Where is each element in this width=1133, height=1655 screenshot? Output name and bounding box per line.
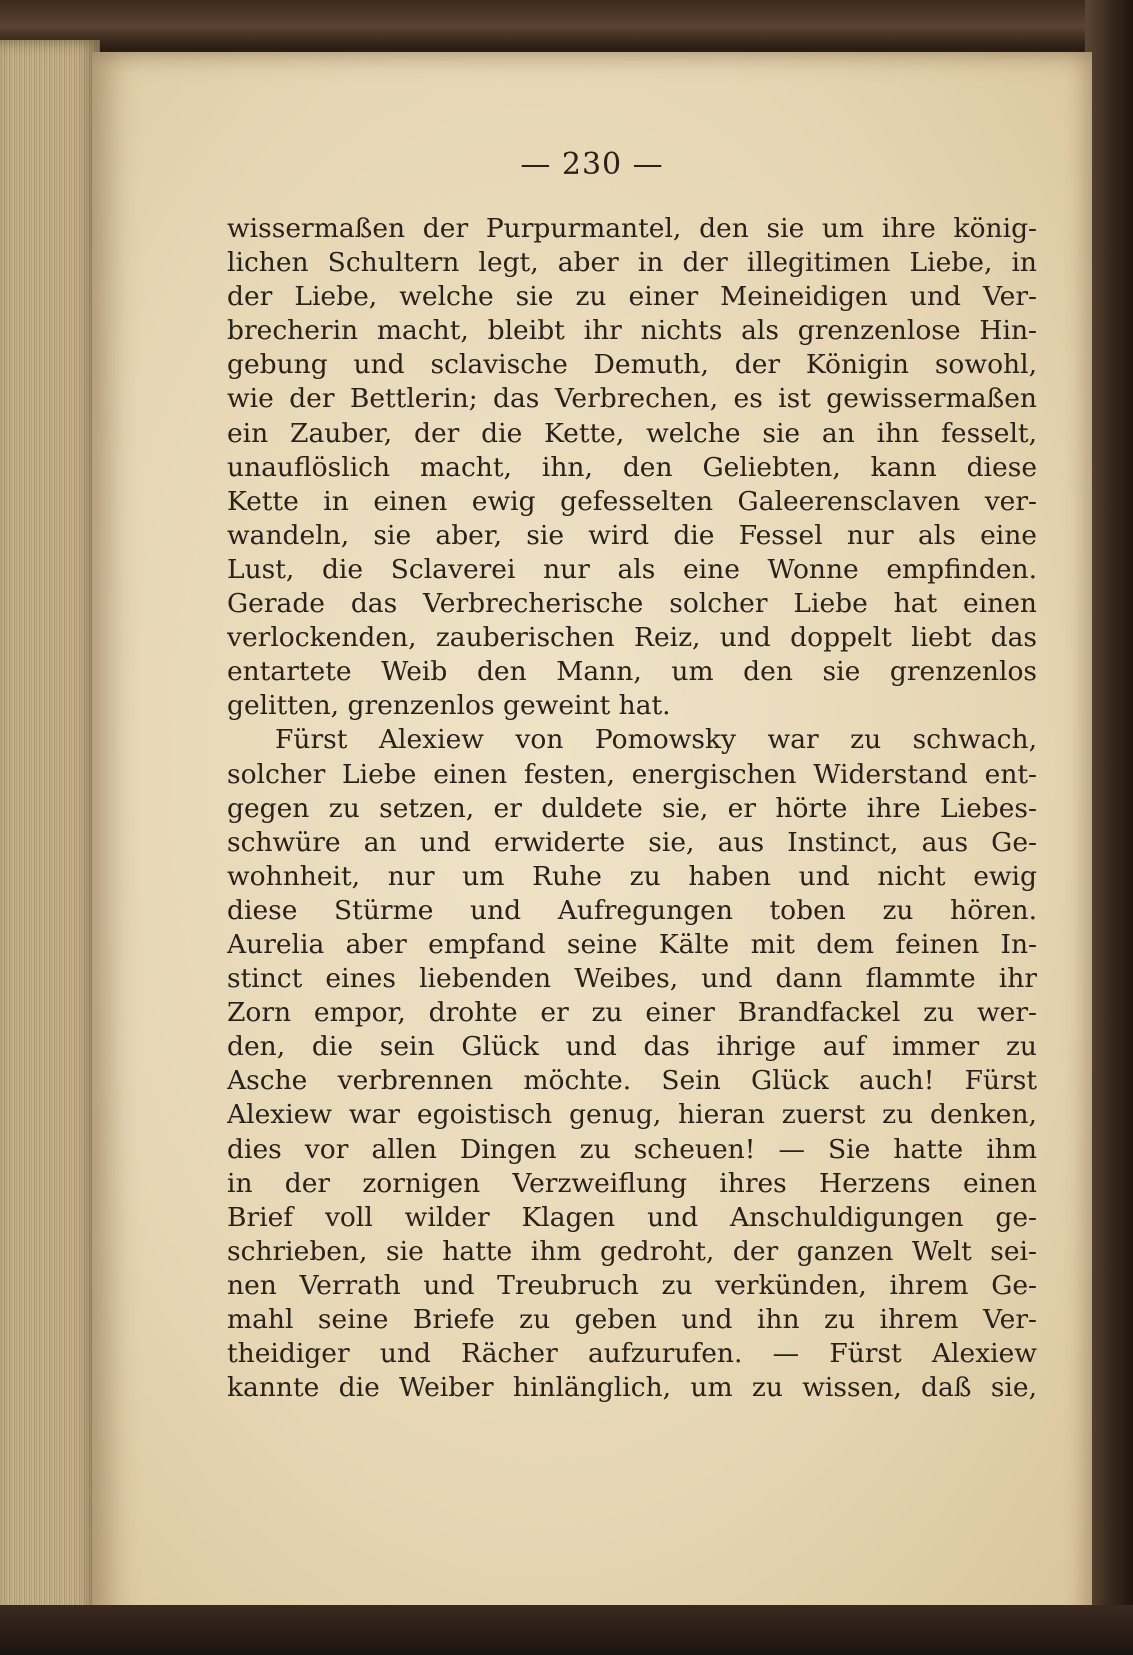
text-line: in der zornigen Verzweiflung ihres Herzens einen [227, 1167, 1037, 1199]
text-line: Kette in einen ewig gefesselten Galeerensclaven ver- [227, 485, 1037, 517]
text-line: brecherin macht, bleibt ihr nichts als grenzenlose Hin- [227, 315, 1037, 347]
text-line: Alexiew war egoistisch genug, hieran zuerst zu denken, [227, 1099, 1037, 1131]
text-line: solcher Liebe einen festen, energischen Widerstand ent- [227, 758, 1037, 790]
text-line: unauflöslich macht, ihn, den Geliebten, kann diese [227, 451, 1037, 483]
body-text [227, 212, 1037, 1405]
text-line: nen Verrath und Treubruch zu verkünden, ihrem Ge- [227, 1269, 1037, 1301]
paragraph-2 [227, 723, 1037, 1405]
page-number: — 230 — [520, 147, 664, 182]
text-line: verlockenden, zauberischen Reiz, und doppelt liebt das [227, 622, 1037, 654]
text-line: Gerade das Verbrecherische solcher Liebe hat einen [227, 588, 1037, 620]
text-line: gelitten, grenzenlos geweint hat. [227, 690, 671, 722]
text-line: kannte die Weiber hinlänglich, um zu wissen, daß sie, [227, 1372, 1037, 1404]
text-line: stinct eines liebenden Weibes, und dann flammte ihr [227, 963, 1037, 995]
text-line: Fürst Alexiew von Pomowsky war zu schwach, [275, 724, 1037, 756]
book-bottom-edge [0, 1605, 1133, 1655]
text-line: Zorn empor, drohte er zu einer Brandfackel zu wer- [227, 997, 1037, 1029]
text-line: wohnheit, nur um Ruhe zu haben und nicht ewig [227, 860, 1037, 892]
book-cover-top [0, 0, 1133, 48]
text-line: ein Zauber, der die Kette, welche sie an ihn fesselt, [227, 417, 1037, 449]
text-line: dies vor allen Dingen zu scheuen! — Sie hatte ihm [227, 1133, 1037, 1165]
text-line: Aurelia aber empfand seine Kälte mit dem feinen In- [227, 928, 1037, 960]
text-line: Asche verbrennen möchte. Sein Glück auch! Fürst [227, 1065, 1037, 1097]
text-line: gegen zu setzen, er duldete sie, er hörte ihre Liebes- [227, 792, 1037, 824]
text-line: diese Stürme und Aufregungen toben zu hören. [227, 894, 1037, 926]
text-line: gebung und sclavische Demuth, der Königin sowohl, [227, 349, 1037, 381]
text-line: der Liebe, welche sie zu einer Meineidigen und Ver- [227, 281, 1037, 313]
text-line: Lust, die Sclaverei nur als eine Wonne empfinden. [227, 553, 1037, 585]
book-cover-right [1085, 0, 1133, 1655]
text-line: theidiger und Rächer aufzurufen. — Fürst Alexiew [227, 1338, 1037, 1370]
text-line: schrieben, sie hatte ihm gedroht, der ganzen Welt sei- [227, 1235, 1037, 1267]
text-line: wissermaßen der Purpurmantel, den sie um ihre könig- [227, 213, 1037, 244]
text-line: Brief voll wilder Klagen und Anschuldigungen ge- [227, 1201, 1037, 1233]
text-line: wie der Bettlerin; das Verbrechen, es ist gewissermaßen [227, 383, 1037, 415]
text-line: den, die sein Glück und das ihrige auf immer zu [227, 1031, 1037, 1063]
book-page [92, 52, 1092, 1640]
page-edges [0, 40, 100, 1640]
text-line: entartete Weib den Mann, um den sie grenzenlos [227, 656, 1037, 688]
text-line: wandeln, sie aber, sie wird die Fessel nur als eine [227, 519, 1037, 551]
text-line: schwüre an und erwiderte sie, aus Instinct, aus Ge- [227, 826, 1037, 858]
text-line: lichen Schultern legt, aber in der illegitimen Liebe, in [227, 247, 1037, 279]
text-line: mahl seine Briefe zu geben und ihn zu ihrem Ver- [227, 1304, 1037, 1335]
paragraph-1 [227, 212, 1037, 723]
